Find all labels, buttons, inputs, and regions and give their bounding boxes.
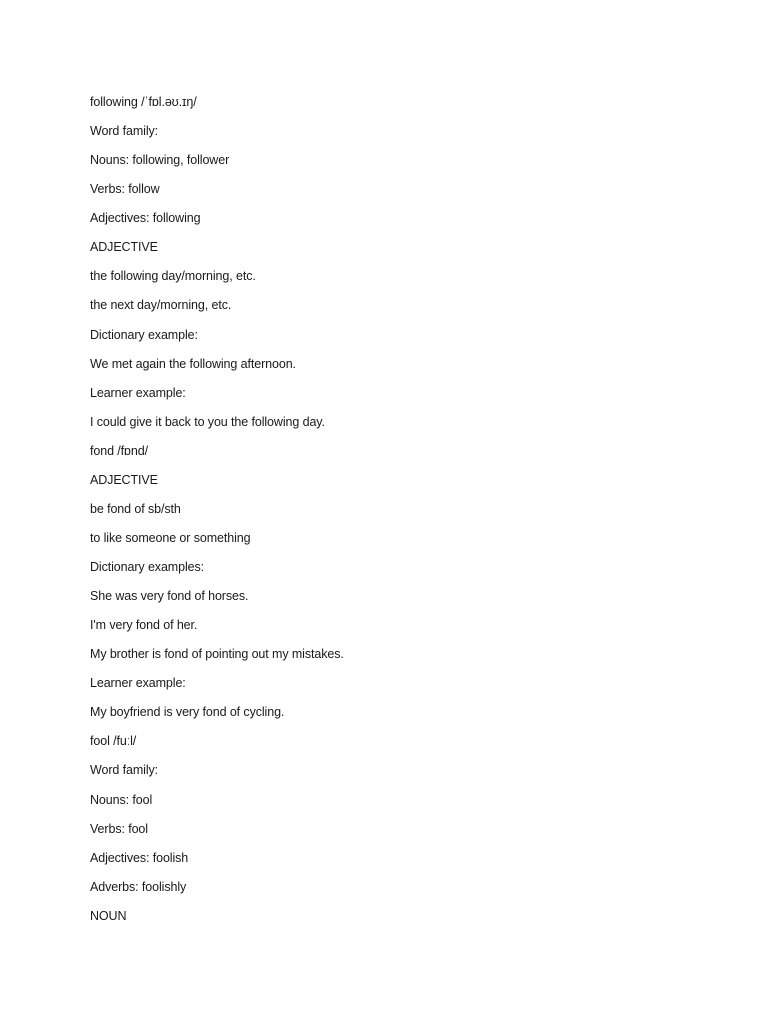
dictionary-example-label: Dictionary examples: bbox=[90, 560, 205, 574]
part-of-speech: ADJECTIVE bbox=[90, 472, 158, 487]
phrase: be fond of sb/sth bbox=[90, 501, 181, 516]
word-family-nouns: Nouns: following, follower bbox=[90, 153, 230, 168]
example-sentence: My boyfriend is very fond of cycling. bbox=[90, 705, 285, 720]
example-sentence: She was very fond of horses. bbox=[90, 589, 249, 604]
word-family-label: Word family: bbox=[90, 124, 159, 139]
headword-fool: fool /fuːl/ bbox=[90, 734, 137, 749]
word-family-adjectives: Adjectives: foolish bbox=[90, 850, 189, 865]
learner-example-label: Learner example: bbox=[90, 385, 186, 400]
example-sentence: We met again the following afternoon. bbox=[90, 356, 296, 371]
word-family-adverbs: Adverbs: foolishly bbox=[90, 879, 187, 894]
word-family-label: Word family: bbox=[90, 763, 159, 778]
part-of-speech: NOUN bbox=[90, 908, 127, 923]
definition: the next day/morning, etc. bbox=[90, 298, 232, 313]
learner-example-label: Learner example: bbox=[90, 676, 186, 691]
example-sentence: I'm very fond of her. bbox=[90, 618, 198, 633]
definition: to like someone or something bbox=[90, 530, 251, 545]
phrase: the following day/morning, etc. bbox=[90, 269, 256, 284]
word-family-adjectives: Adjectives: following bbox=[90, 211, 201, 226]
example-sentence: I could give it back to you the following day. bbox=[90, 414, 325, 429]
dictionary-example-label: Dictionary example: bbox=[90, 327, 198, 342]
word-family-nouns: Nouns: fool bbox=[90, 792, 153, 807]
headword-fond: fond /fɒnd/ bbox=[90, 443, 148, 458]
part-of-speech: ADJECTIVE bbox=[90, 240, 158, 255]
example-sentence: My brother is fond of pointing out my mistakes. bbox=[90, 647, 344, 662]
word-family-verbs: Verbs: follow bbox=[90, 182, 160, 197]
headword-following: following /ˈfɒl.əʊ.ɪŋ/ bbox=[90, 95, 197, 109]
document-text bbox=[90, 92, 344, 935]
word-family-verbs: Verbs: fool bbox=[90, 821, 148, 836]
